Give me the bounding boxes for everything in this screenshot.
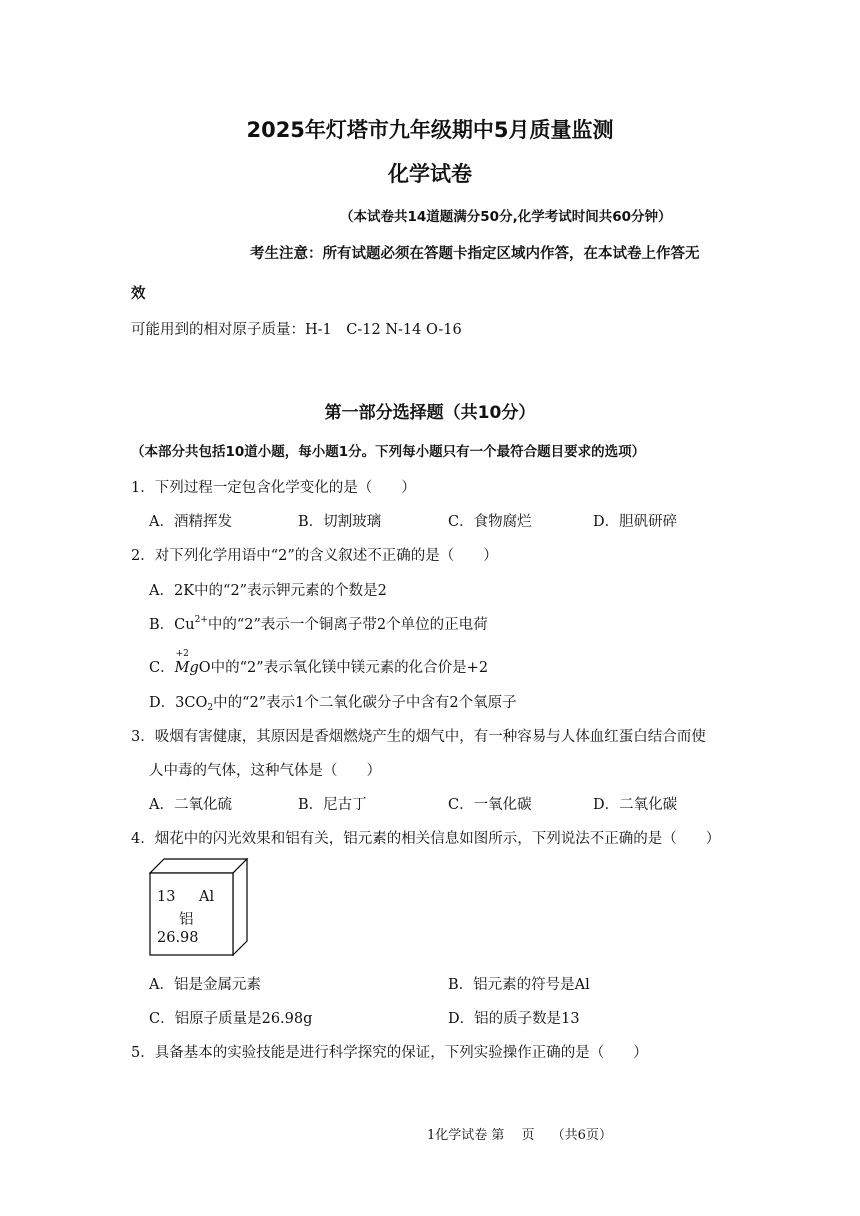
- notice-line1: 考生注意：所有试题必须在答题卡指定区域内作答，在本试卷上作答无: [250, 246, 700, 262]
- q4-option-d: D．铝的质子数是13: [448, 1011, 580, 1027]
- q1-stem: 1．下列过程一定包含化学变化的是（ ）: [131, 480, 416, 496]
- q2-option-d: D．$3CO_2$中的“2”表示1个二氧化碳分子中含有2个氧原子: [149, 695, 517, 713]
- q1-option-d: D．胆矾研碎: [593, 514, 678, 530]
- q2-option-c: C． +2 MgO中的“2”表示氧化镁中镁元素的化合价是+2: [149, 649, 489, 676]
- notice-line2: 效: [131, 286, 146, 302]
- q3-option-c: C．一氧化碳: [448, 797, 532, 813]
- q5-stem: 5．具备基本的实验技能是进行科学探究的保证，下列实验操作正确的是（ ）: [131, 1045, 648, 1061]
- q3-option-a: A．二氧化硫: [149, 797, 232, 813]
- q3-option-d: D．二氧化碳: [593, 797, 678, 813]
- q4-stem: 4．烟花中的闪光效果和铝有关，铝元素的相关信息如图所示，下列说法不正确的是（ ）: [131, 831, 721, 847]
- exam-title: 2025年灯塔市九年级期中5月质量监测: [246, 118, 614, 142]
- q2-option-a: A．2K中的“2”表示钾元素的个数是2: [149, 583, 387, 599]
- q4-option-b: B．铝元素的符号是Al: [448, 977, 590, 993]
- element-cube: [149, 858, 249, 956]
- q4-option-a: A．铝是金属元素: [149, 977, 261, 993]
- element-symbol: Al: [199, 889, 215, 905]
- q1-option-c: C．食物腐烂: [448, 514, 532, 530]
- element-number: 13: [157, 889, 176, 905]
- element-name: 铝: [179, 912, 194, 928]
- section1-note: （本部分共包括10道小题，每小题1分。下列每小题只有一个最符合题目要求的选项）: [131, 444, 646, 460]
- page-footer: 1化学试卷 第 页 （共6页）: [427, 1128, 612, 1143]
- exam-subtitle: 化学试卷: [388, 162, 472, 186]
- q3-option-b: B．尼古丁: [298, 797, 367, 813]
- q3-stem-line1: 3．吸烟有害健康，其原因是香烟燃烧产生的烟气中，有一种容易与人体血红蛋白结合而使: [131, 729, 706, 745]
- page-number: 1: [427, 1128, 436, 1143]
- atomic-masses: 可能用到的相对原子质量：H-1 C-12 N-14 O-16: [131, 322, 462, 338]
- q4-option-c: C．铝原子质量是26.98g: [149, 1011, 313, 1027]
- element-mass: 26.98: [157, 930, 199, 946]
- section1-title: 第一部分选择题（共10分）: [324, 403, 536, 423]
- q1-option-a: A．酒精挥发: [149, 514, 232, 530]
- q1-option-b: B．切割玻璃: [298, 514, 382, 530]
- q2-stem: 2．对下列化学用语中“2”的含义叙述不正确的是（ ）: [131, 548, 498, 564]
- exam-info: （本试卷共14道题满分50分,化学考试时间共60分钟）: [340, 209, 672, 225]
- q3-stem-line2: 人中毒的气体，这种气体是（ ）: [149, 763, 381, 779]
- q2-option-b: B．$Cu^{2+}$中的“2”表示一个铜离子带2个单位的正电荷: [149, 615, 488, 633]
